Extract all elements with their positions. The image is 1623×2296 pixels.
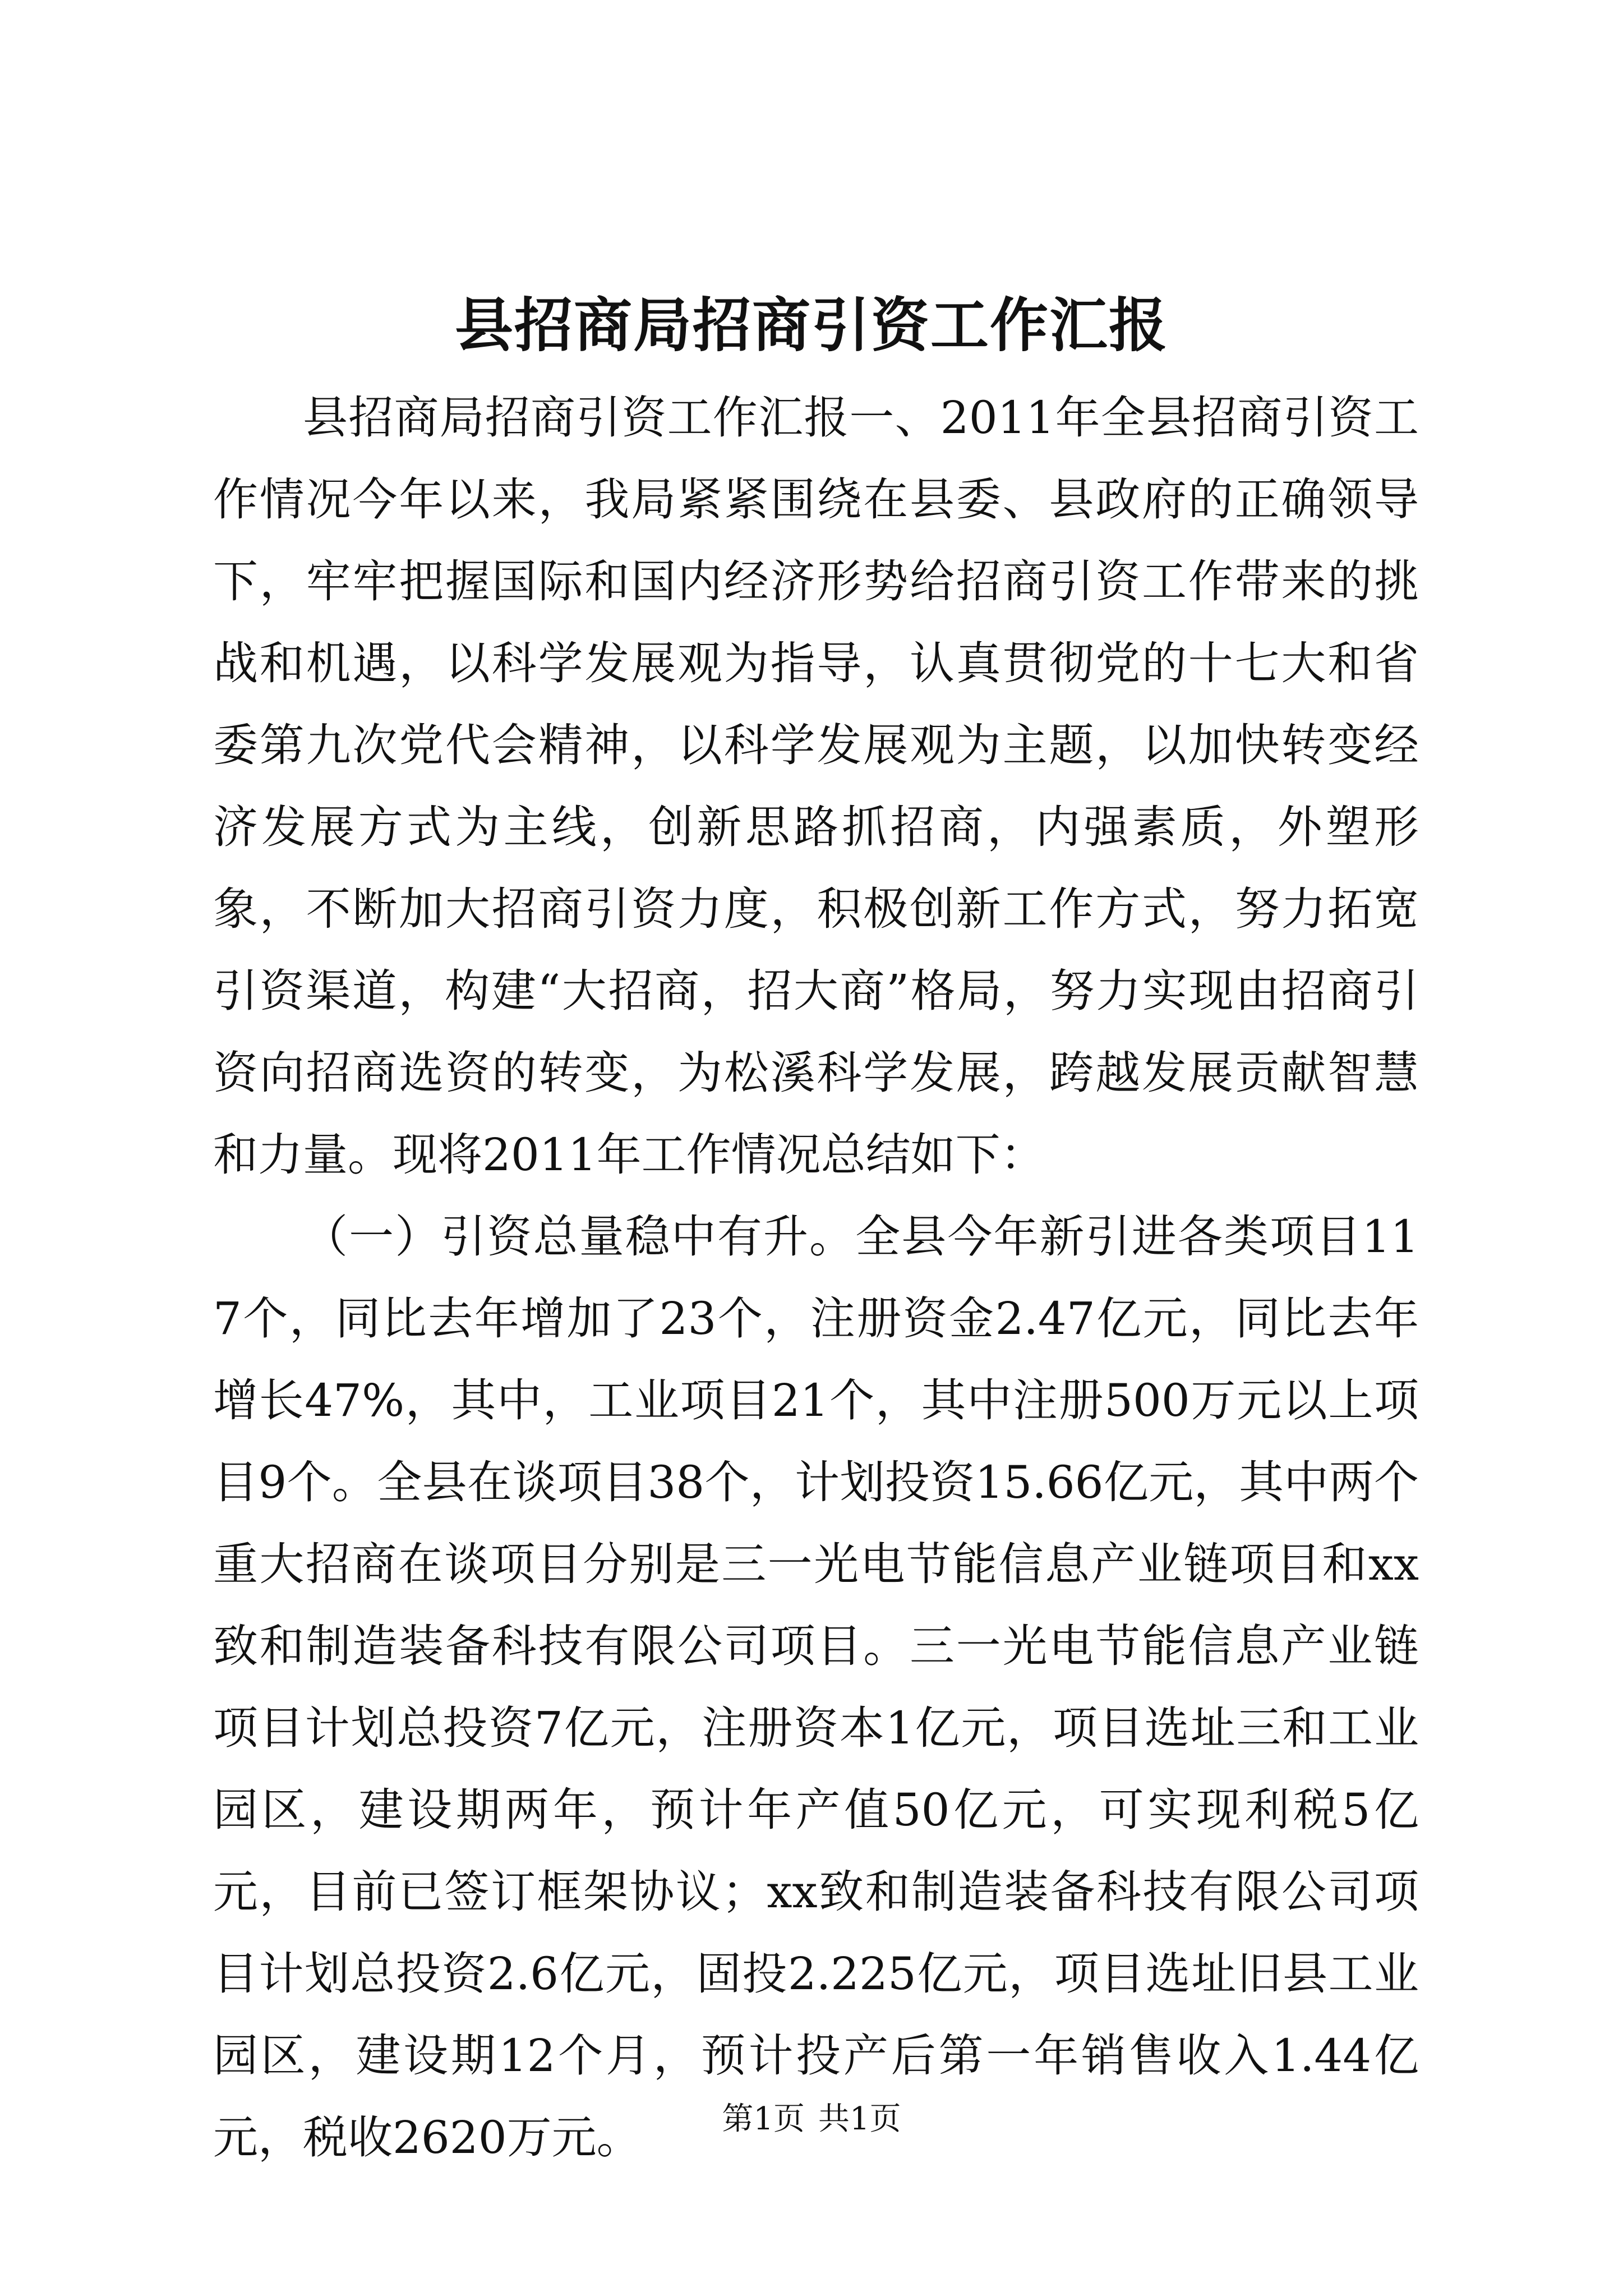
body-paragraph: （一）引资总量稳中有升。全县今年新引进各类项目117个，同比去年增加了23个，注册资金2.47亿元，同比去年增长47%，其中，工业项目21个，其中注册500万元以上项目9个。全县在谈项目38个，计划投资15.66亿元，其中两个重大招商在谈项目分别是三一光电节能信息产业链项目和xx致和制造装备科技有限公司项目。三一光电节能信息产业链项目计划总投资7亿元，注册资本1亿元，项目选址三和工业园区，建设期两年，预计年产值50亿元，可实现利税5亿元，目前已签订框架协议；xx致和制造装备科技有限公司项目计划总投资2.6亿元，固投2.225亿元，项目选址旧县工业园区，建设期12个月，预计投产后第一年销售收入1.44亿元，税收2620万元。 bbox=[213, 1211, 1419, 2164]
page-number: 第1页 bbox=[722, 2101, 805, 2137]
document-title: 县招商局招商引资工作汇报 bbox=[454, 291, 1168, 360]
page-total: 共1页 bbox=[818, 2101, 901, 2137]
page-footer bbox=[0, 2097, 1623, 2142]
document-body bbox=[213, 377, 1419, 2179]
body-paragraph: 县招商局招商引资工作汇报一、2011年全县招商引资工作情况今年以来，我局紧紧围绕在县委、县政府的正确领导下，牢牢把握国际和国内经济形势给招商引资工作带来的挑战和机遇，以科学发展观为指导，认真贯彻党的十七大和省委第九次党代会精神，以科学发展观为主题，以加快转变经济发展方式为主线，创新思路抓招商，内强素质，外塑形象，不断加大招商引资力度，积极创新工作方式，努力拓宽引资渠道，构建“大招商，招大商”格局，努力实现由招商引资向招商选资的转变，为松溪科学发展，跨越发展贡献智慧和力量。现将2011年工作情况总结如下： bbox=[213, 392, 1419, 1181]
